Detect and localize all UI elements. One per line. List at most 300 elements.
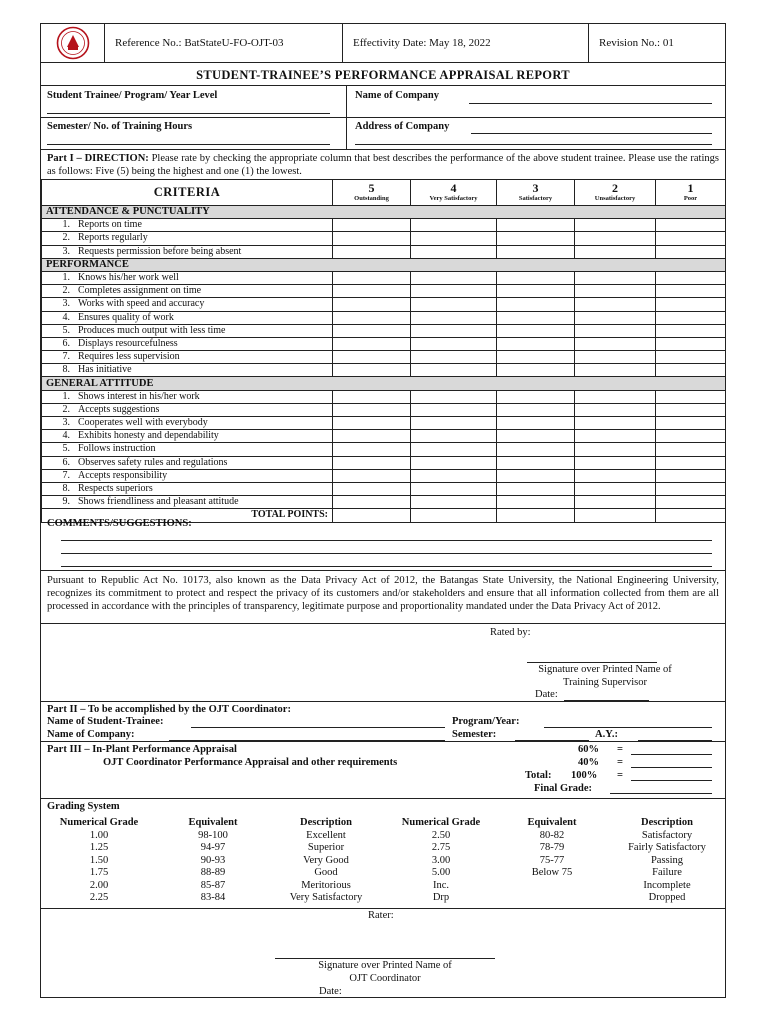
- company-address-field[interactable]: [471, 133, 712, 134]
- rating-checkbox-cell[interactable]: [497, 219, 575, 232]
- rating-checkbox-cell[interactable]: [497, 232, 575, 245]
- part-two-semester-field[interactable]: [515, 740, 589, 741]
- right-equivalent-col: [509, 817, 595, 905]
- rating-checkbox-cell[interactable]: [575, 285, 656, 298]
- rating-checkbox-cell[interactable]: [333, 443, 411, 456]
- academic-year-label: A.Y.:: [595, 729, 618, 740]
- rating-checkbox-cell[interactable]: [411, 298, 497, 311]
- item-label: Ensures quality of work: [78, 311, 174, 323]
- criteria-item-name: [42, 351, 333, 364]
- rating-checkbox-cell[interactable]: [656, 430, 726, 443]
- rating-checkbox-cell[interactable]: [411, 351, 497, 364]
- rating-checkbox-cell[interactable]: [411, 271, 497, 284]
- supervisor-date-field[interactable]: [564, 700, 649, 701]
- rating-header-1: [656, 180, 726, 206]
- item-label: Requests permission before being absent: [78, 245, 242, 257]
- criteria-item-name: [42, 496, 333, 509]
- description-cell: Superior: [307, 842, 345, 853]
- direction-label: Part I – DIRECTION:: [47, 153, 149, 164]
- criteria-item-row: [42, 219, 726, 232]
- rating-number: 2: [612, 181, 618, 195]
- rating-checkbox-cell[interactable]: [333, 482, 411, 495]
- rating-checkbox-cell[interactable]: [411, 482, 497, 495]
- rating-checkbox-cell[interactable]: [575, 482, 656, 495]
- equivalent-cell: 80-82: [539, 829, 565, 841]
- rating-checkbox-cell[interactable]: [411, 403, 497, 416]
- rating-checkbox-cell[interactable]: [575, 469, 656, 482]
- criteria-item-name: [42, 469, 333, 482]
- rated-by-label: Rated by:: [490, 627, 531, 638]
- item-label: Produces much output with less time: [78, 324, 226, 336]
- rating-checkbox-cell[interactable]: [411, 430, 497, 443]
- supervisor-signature-line[interactable]: [527, 662, 657, 663]
- criteria-item-name: [42, 245, 333, 258]
- rating-checkbox-cell[interactable]: [575, 245, 656, 258]
- rating-checkbox-cell[interactable]: [656, 443, 726, 456]
- rating-checkbox-cell[interactable]: [497, 482, 575, 495]
- left-description-col: [271, 817, 381, 905]
- rating-checkbox-cell[interactable]: [333, 311, 411, 324]
- item-number: 3.: [62, 298, 70, 310]
- rating-checkbox-cell[interactable]: [575, 496, 656, 509]
- criteria-item-row: [42, 298, 726, 311]
- item-label: Has initiative: [78, 364, 132, 376]
- criteria-item-row: [42, 232, 726, 245]
- rating-checkbox-cell[interactable]: [656, 496, 726, 509]
- equivalent-cell: 94-97: [200, 842, 226, 853]
- rating-checkbox-cell[interactable]: [333, 403, 411, 416]
- rating-checkbox-cell[interactable]: [575, 390, 656, 403]
- rating-checkbox-cell[interactable]: [575, 324, 656, 337]
- item-number: 5.: [62, 443, 70, 455]
- criteria-item-row: [42, 337, 726, 350]
- rating-checkbox-cell[interactable]: [656, 311, 726, 324]
- supervisor-sig-line2: Training Supervisor: [563, 676, 647, 688]
- grade-cell: Inc.: [432, 879, 450, 891]
- criteria-item-row: [42, 285, 726, 298]
- rating-checkbox-cell[interactable]: [411, 417, 497, 430]
- rating-description: Satisfactory: [518, 195, 553, 202]
- rating-checkbox-cell[interactable]: [575, 403, 656, 416]
- item-number: 8.: [62, 483, 70, 495]
- criteria-item-row: [42, 496, 726, 509]
- item-label: Observes safety rules and regulations: [78, 456, 228, 468]
- criteria-item-row: [42, 390, 726, 403]
- rating-checkbox-cell[interactable]: [411, 311, 497, 324]
- rating-number: 5: [368, 181, 375, 195]
- item-label: Reports regularly: [78, 232, 148, 244]
- rating-checkbox-cell[interactable]: [656, 403, 726, 416]
- item-label: Cooperates well with everybody: [78, 417, 208, 429]
- rating-checkbox-cell[interactable]: [497, 324, 575, 337]
- description-cell: Passing: [650, 854, 684, 866]
- rating-checkbox-cell[interactable]: [333, 271, 411, 284]
- criteria-item-name: [42, 482, 333, 495]
- right-num-header: Numerical Grade: [401, 817, 481, 828]
- comments-section: [41, 516, 725, 571]
- rating-checkbox-cell[interactable]: [575, 271, 656, 284]
- rating-checkbox-cell[interactable]: [656, 456, 726, 469]
- rating-checkbox-cell[interactable]: [575, 337, 656, 350]
- description-cell: Very Satisfactory: [289, 892, 363, 903]
- description-cell: Failure: [652, 867, 682, 878]
- rating-checkbox-cell[interactable]: [497, 311, 575, 324]
- rating-checkbox-cell[interactable]: [575, 351, 656, 364]
- description-cell: Meritorious: [301, 879, 351, 891]
- trainee-info-section: [41, 86, 725, 150]
- item-number: 1.: [62, 390, 70, 402]
- item-label: Accepts suggestions: [78, 403, 160, 415]
- rating-checkbox-cell[interactable]: [575, 364, 656, 377]
- rating-checkbox-cell[interactable]: [656, 298, 726, 311]
- item-label: Reports on time: [78, 219, 142, 231]
- criteria-section-row: [42, 377, 726, 390]
- rating-checkbox-cell[interactable]: [497, 417, 575, 430]
- comments-line-1[interactable]: [61, 540, 712, 541]
- criteria-item-name: [42, 285, 333, 298]
- rater-section: [41, 909, 725, 999]
- pct-40: 40%: [578, 757, 599, 768]
- equivalent-cell: 85-87: [200, 879, 226, 891]
- grade-cell: 1.50: [89, 854, 109, 866]
- item-number: 2.: [62, 403, 70, 415]
- criteria-header-row: [42, 180, 726, 206]
- rating-checkbox-cell[interactable]: [411, 443, 497, 456]
- rating-checkbox-cell[interactable]: [411, 245, 497, 258]
- criteria-item-name: [42, 219, 333, 232]
- rating-checkbox-cell[interactable]: [575, 443, 656, 456]
- coordinator-date-field[interactable]: [348, 997, 438, 998]
- criteria-item-row: [42, 430, 726, 443]
- rating-number: 1: [687, 181, 694, 195]
- company-name-label: Name of Company: [355, 90, 439, 101]
- criteria-item-row: [42, 311, 726, 324]
- company-address-label: Address of Company: [355, 121, 450, 132]
- item-label: Requires less supervision: [78, 351, 180, 363]
- rating-checkbox-cell[interactable]: [575, 298, 656, 311]
- rating-checkbox-cell[interactable]: [411, 496, 497, 509]
- grade-cell: 1.00: [89, 829, 109, 841]
- rating-checkbox-cell[interactable]: [411, 285, 497, 298]
- student-trainee-label: Student Trainee/ Program/ Year Level: [47, 90, 218, 101]
- criteria-item-name: [42, 311, 333, 324]
- rating-checkbox-cell[interactable]: [333, 298, 411, 311]
- company-name-field[interactable]: [469, 103, 712, 104]
- criteria-item-row: [42, 482, 726, 495]
- comments-label: COMMENTS/SUGGESTIONS:: [47, 518, 192, 529]
- description-cell: Dropped: [648, 892, 686, 903]
- item-number: 7.: [62, 469, 70, 481]
- company-address-field-line2[interactable]: [355, 144, 712, 145]
- rating-checkbox-cell[interactable]: [497, 364, 575, 377]
- criteria-item-row: [42, 324, 726, 337]
- rating-checkbox-cell[interactable]: [333, 456, 411, 469]
- rating-checkbox-cell[interactable]: [333, 496, 411, 509]
- rating-checkbox-cell[interactable]: [575, 430, 656, 443]
- coordinator-date-label: Date:: [319, 986, 342, 997]
- supervisor-signature-caption: [501, 664, 709, 689]
- item-label: Knows his/her work well: [78, 272, 179, 284]
- rating-checkbox-cell[interactable]: [411, 456, 497, 469]
- rating-header-2: [575, 180, 656, 206]
- coordinator-signature-caption: [275, 960, 495, 985]
- rating-checkbox-cell[interactable]: [575, 417, 656, 430]
- criteria-item-row: [42, 456, 726, 469]
- data-privacy-notice: Pursuant to Republic Act No. 10173, also known as the Data Privacy Act of 2012, the Batangas State University, the National Engineering University, recognizes its commitment to protect and respect the privacy of its customers and/or stakeholders and ensure that all information collected from them are all processed in accordance with the principles of transparency, legitimate purpose and proportionality mandated under the Data Privacy Act of 2012.: [41, 572, 725, 624]
- rating-checkbox-cell[interactable]: [656, 245, 726, 258]
- rating-checkbox-cell[interactable]: [333, 337, 411, 350]
- rating-checkbox-cell[interactable]: [656, 219, 726, 232]
- rating-checkbox-cell[interactable]: [333, 417, 411, 430]
- part-three-title: Part III – In-Plant Performance Appraisal: [47, 744, 237, 755]
- item-number: 1.: [62, 272, 70, 284]
- semester-label: Semester/ No. of Training Hours: [47, 121, 193, 132]
- rating-checkbox-cell[interactable]: [656, 337, 726, 350]
- section-title: PERFORMANCE: [42, 258, 726, 271]
- student-name-field[interactable]: [191, 727, 445, 728]
- rating-checkbox-cell[interactable]: [333, 469, 411, 482]
- program-year-field[interactable]: [544, 727, 712, 728]
- criteria-item-row: [42, 417, 726, 430]
- pct-60: 60%: [578, 744, 599, 755]
- item-label: Shows friendliness and pleasant attitude: [78, 496, 239, 508]
- equivalent-cell: 83-84: [200, 892, 226, 903]
- criteria-item-name: [42, 324, 333, 337]
- rating-checkbox-cell[interactable]: [497, 271, 575, 284]
- rating-checkbox-cell[interactable]: [656, 469, 726, 482]
- criteria-item-name: [42, 232, 333, 245]
- rating-checkbox-cell[interactable]: [333, 285, 411, 298]
- comments-line-3[interactable]: [61, 566, 712, 567]
- rating-checkbox-cell[interactable]: [333, 351, 411, 364]
- criteria-item-name: [42, 456, 333, 469]
- supervisor-sig-line1: Signature over Printed Name of: [538, 664, 672, 675]
- item-number: 3.: [62, 245, 70, 257]
- section-title: GENERAL ATTITUDE: [42, 377, 726, 390]
- item-label: Works with speed and accuracy: [78, 298, 205, 310]
- item-label: Follows instruction: [78, 443, 156, 455]
- rating-checkbox-cell[interactable]: [333, 364, 411, 377]
- left-numerical-grade-col: [47, 817, 151, 905]
- criteria-item-name: [42, 403, 333, 416]
- criteria-label: CRITERIA: [153, 184, 221, 199]
- part-three-section: [41, 742, 725, 799]
- item-label: Accepts responsibility: [78, 469, 168, 481]
- equivalent-cell: 78-79: [539, 842, 565, 853]
- final-grade-label: Final Grade:: [534, 783, 593, 794]
- rating-checkbox-cell[interactable]: [656, 324, 726, 337]
- seal-icon: [50, 26, 96, 60]
- grade-cell: 2.75: [431, 842, 451, 853]
- part-two-company-field[interactable]: [169, 740, 445, 741]
- rating-checkbox-cell[interactable]: [656, 232, 726, 245]
- rated-by-section: [41, 624, 725, 702]
- rating-checkbox-cell[interactable]: [497, 430, 575, 443]
- rating-checkbox-cell[interactable]: [333, 232, 411, 245]
- rating-checkbox-cell[interactable]: [497, 298, 575, 311]
- item-number: 2.: [62, 285, 70, 297]
- rating-checkbox-cell[interactable]: [656, 271, 726, 284]
- criteria-item-name: [42, 271, 333, 284]
- equivalent-cell: 90-93: [200, 854, 226, 866]
- rating-checkbox-cell[interactable]: [575, 456, 656, 469]
- program-year-label: Program/Year:: [452, 716, 520, 727]
- description-cell: Incomplete: [643, 879, 691, 891]
- appraisal-form: [40, 23, 726, 998]
- rating-checkbox-cell[interactable]: [411, 324, 497, 337]
- rating-checkbox-cell[interactable]: [497, 496, 575, 509]
- grading-system-section: [41, 799, 725, 909]
- item-number: 1.: [62, 219, 70, 231]
- grading-system-title: Grading System: [47, 801, 120, 812]
- criteria-item-row: [42, 271, 726, 284]
- rating-number: 4: [450, 181, 457, 195]
- in-plant-score-field[interactable]: [631, 754, 712, 755]
- criteria-item-name: [42, 443, 333, 456]
- effectivity-date: Effectivity Date: May 18, 2022: [343, 24, 589, 62]
- criteria-item-row: [42, 364, 726, 377]
- rating-checkbox-cell[interactable]: [411, 337, 497, 350]
- rating-checkbox-cell[interactable]: [333, 324, 411, 337]
- rating-checkbox-cell[interactable]: [333, 245, 411, 258]
- rating-checkbox-cell[interactable]: [333, 219, 411, 232]
- equivalent-cell: 88-89: [200, 867, 226, 878]
- rating-checkbox-cell[interactable]: [411, 364, 497, 377]
- criteria-item-name: [42, 390, 333, 403]
- grade-cell: 5.00: [431, 867, 451, 878]
- rating-checkbox-cell[interactable]: [497, 390, 575, 403]
- total-label: Total:: [525, 770, 552, 781]
- item-number: 4.: [62, 430, 70, 442]
- academic-year-field[interactable]: [638, 740, 712, 741]
- rater-label: Rater:: [368, 910, 394, 921]
- rating-checkbox-cell[interactable]: [656, 351, 726, 364]
- eq-3: =: [617, 770, 623, 781]
- rating-checkbox-cell[interactable]: [411, 232, 497, 245]
- grade-cell: 2.25: [89, 892, 109, 903]
- coordinator-score-field[interactable]: [631, 767, 712, 768]
- equivalent-cell: [509, 892, 595, 905]
- rating-checkbox-cell[interactable]: [333, 430, 411, 443]
- criteria-item-row: [42, 403, 726, 416]
- criteria-item-name: [42, 298, 333, 311]
- rating-checkbox-cell[interactable]: [497, 337, 575, 350]
- rating-checkbox-cell[interactable]: [656, 285, 726, 298]
- rating-checkbox-cell[interactable]: [656, 390, 726, 403]
- eq-2: =: [617, 757, 623, 768]
- item-label: Respects superiors: [78, 483, 153, 495]
- grade-cell: 2.00: [89, 879, 109, 891]
- item-label: Completes assignment on time: [78, 285, 202, 297]
- criteria-item-name: [42, 364, 333, 377]
- part-three-subtitle: OJT Coordinator Performance Appraisal and other requirements: [103, 757, 398, 768]
- item-label: Shows interest in his/her work: [78, 390, 200, 402]
- item-number: 5.: [62, 324, 70, 336]
- rating-number: 3: [532, 181, 539, 195]
- rating-checkbox-cell[interactable]: [411, 469, 497, 482]
- item-label: Exhibits honesty and dependability: [78, 430, 219, 442]
- left-desc-header: Description: [300, 817, 352, 828]
- rating-checkbox-cell[interactable]: [411, 219, 497, 232]
- grade-cell: Drp: [432, 892, 450, 903]
- item-label: Displays resourcefulness: [78, 337, 178, 349]
- description-cell: Good: [314, 867, 338, 878]
- criteria-item-row: [42, 469, 726, 482]
- total-score-field[interactable]: [631, 780, 712, 781]
- description-cell: Fairly Satisfactory: [628, 842, 706, 853]
- equivalent-cell: [509, 880, 595, 893]
- rating-checkbox-cell[interactable]: [497, 285, 575, 298]
- rating-checkbox-cell[interactable]: [656, 482, 726, 495]
- eq-1: =: [617, 744, 623, 755]
- rating-checkbox-cell[interactable]: [497, 403, 575, 416]
- item-number: 3.: [62, 417, 70, 429]
- left-eq-header: Equivalent: [188, 817, 238, 828]
- rating-checkbox-cell[interactable]: [497, 456, 575, 469]
- rating-checkbox-cell[interactable]: [497, 443, 575, 456]
- rating-description: Very Satisfactory: [429, 195, 478, 202]
- rating-checkbox-cell[interactable]: [575, 219, 656, 232]
- criteria-item-row: [42, 245, 726, 258]
- left-equivalent-col: [171, 817, 255, 905]
- item-number: 6.: [62, 337, 70, 349]
- grade-cell: 1.75: [89, 867, 109, 878]
- rating-checkbox-cell[interactable]: [411, 390, 497, 403]
- rating-description: Poor: [683, 195, 698, 202]
- item-number: 7.: [62, 351, 70, 363]
- student-trainee-field[interactable]: [47, 113, 330, 114]
- right-numerical-grade-col: [389, 817, 493, 905]
- part-two-section: [41, 702, 725, 742]
- criteria-item-row: [42, 351, 726, 364]
- part-two-title: Part II – To be accomplished by the OJT Coordinator:: [47, 704, 291, 715]
- rating-checkbox-cell[interactable]: [497, 469, 575, 482]
- rating-checkbox-cell[interactable]: [656, 417, 726, 430]
- rating-checkbox-cell[interactable]: [497, 245, 575, 258]
- part-two-company-label: Name of Company:: [47, 729, 135, 740]
- criteria-header-cell: [42, 180, 333, 206]
- left-num-header: Numerical Grade: [59, 817, 139, 828]
- rating-checkbox-cell[interactable]: [497, 351, 575, 364]
- rating-header-5: [333, 180, 411, 206]
- item-number: 8.: [62, 364, 70, 376]
- semester-field[interactable]: [47, 144, 330, 145]
- revision-number: Revision No.: 01: [599, 37, 674, 49]
- direction-body: Please rate by checking the appropriate column that best describes the performance of the above student trainee. Please use the ratings as follows: Five (5) being the highest and one (1) the lowest.: [47, 153, 719, 177]
- total-points-label: TOTAL POINTS:: [42, 509, 333, 522]
- university-logo: [41, 24, 105, 62]
- coordinator-signature-line[interactable]: [275, 958, 495, 959]
- item-number: 9.: [62, 496, 70, 508]
- rating-checkbox-cell[interactable]: [575, 232, 656, 245]
- right-desc-header: Description: [641, 817, 693, 828]
- rating-description: Outstanding: [354, 195, 389, 202]
- criteria-item-row: [42, 443, 726, 456]
- final-grade-field[interactable]: [610, 793, 712, 794]
- rating-checkbox-cell[interactable]: [656, 364, 726, 377]
- comments-line-2[interactable]: [61, 553, 712, 554]
- rating-checkbox-cell[interactable]: [575, 311, 656, 324]
- rating-header-4: [411, 180, 497, 206]
- supervisor-date-label: Date:: [535, 689, 558, 700]
- section-title: ATTENDANCE & PUNCTUALITY: [42, 206, 726, 219]
- coordinator-sig-line2: OJT Coordinator: [349, 972, 421, 984]
- rating-checkbox-cell[interactable]: [333, 390, 411, 403]
- grade-cell: 1.25: [89, 842, 109, 853]
- criteria-section-row: [42, 206, 726, 219]
- criteria-item-name: [42, 337, 333, 350]
- grade-cell: 3.00: [431, 854, 451, 866]
